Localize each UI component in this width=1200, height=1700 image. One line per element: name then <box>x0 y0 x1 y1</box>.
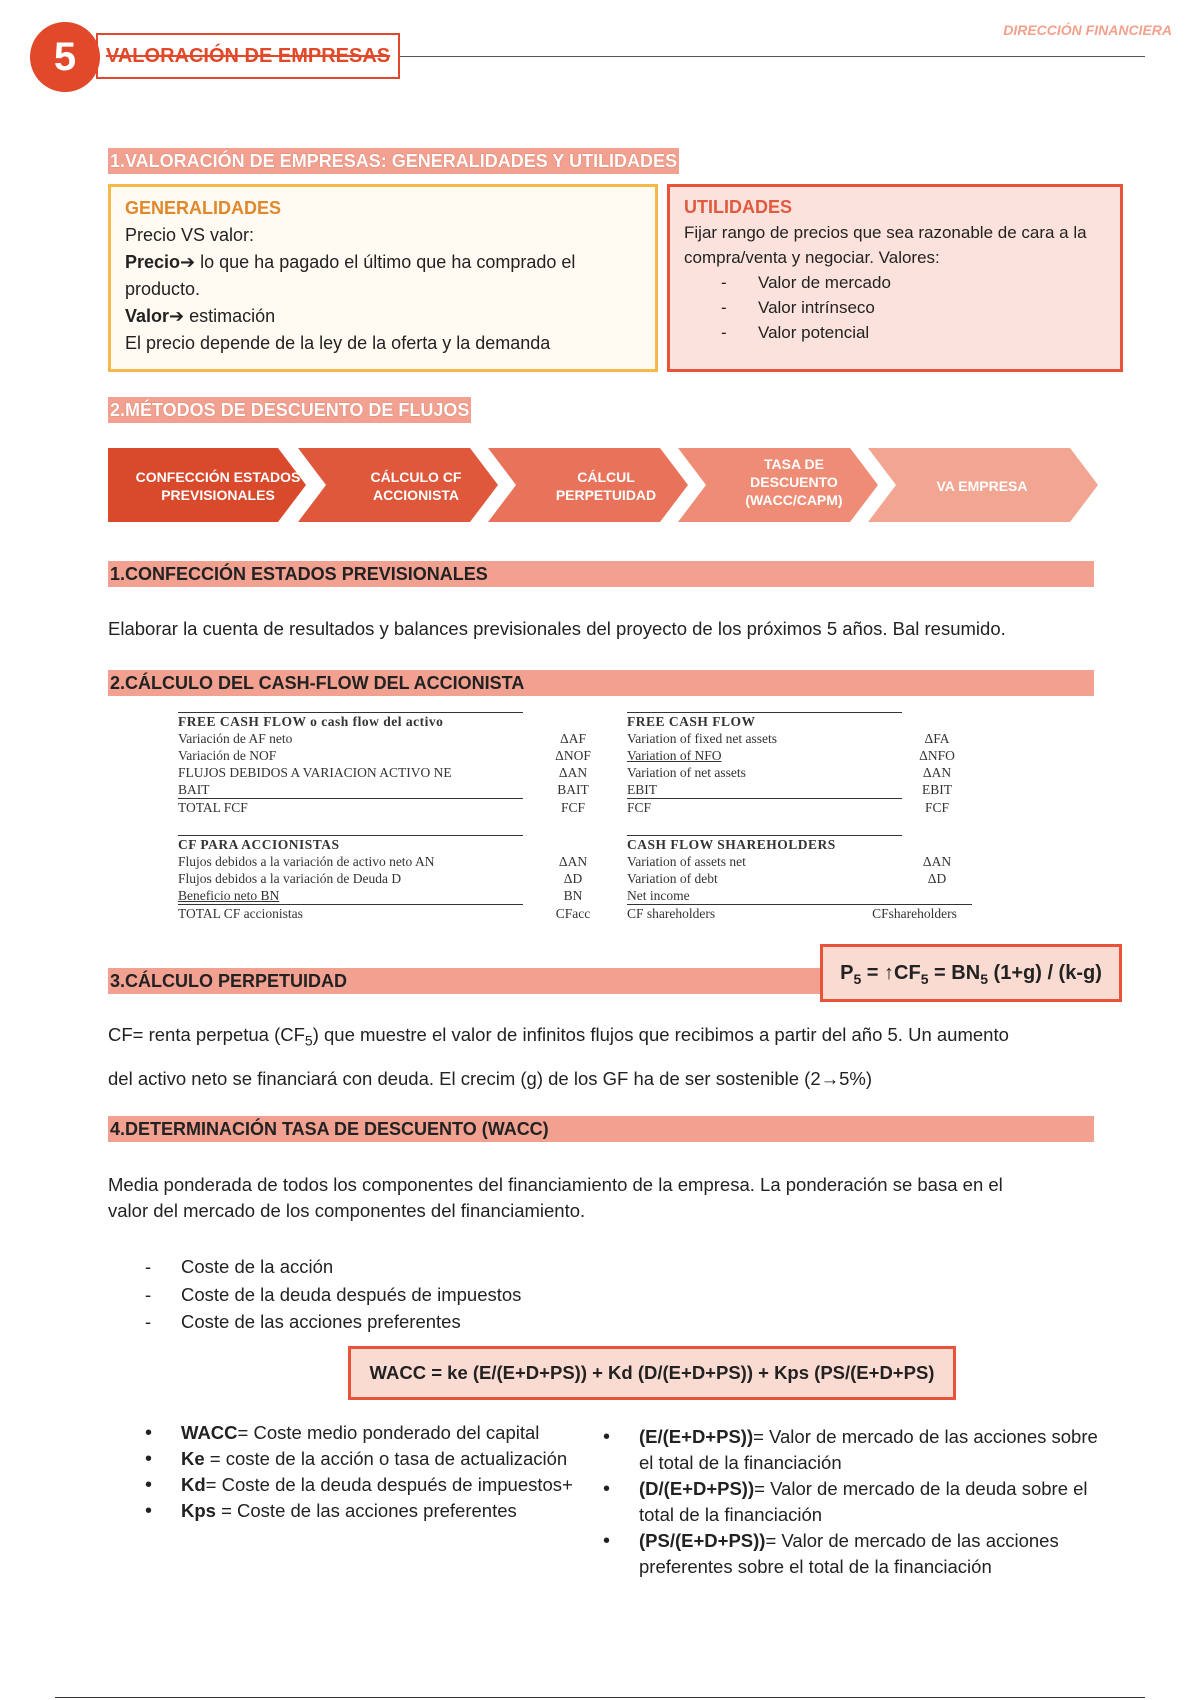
utilidades-title: UTILIDADES <box>684 197 792 217</box>
process-step-2 <box>298 448 498 522</box>
valor-text: estimación <box>184 306 276 326</box>
chapter-number-badge: 5 <box>30 22 100 92</box>
generalidades-line4: El precio depende de la ley de la oferta y la demanda <box>125 333 551 353</box>
cfa-en-title: CASH FLOW SHAREHOLDERS <box>627 837 836 852</box>
list-item: • (D/(E+D+PS))= Valor de mercado de la deuda sobre el total de la financiación <box>603 1476 1115 1528</box>
list-item: • (PS/(E+D+PS))= Valor de mercado de las acciones preferentes sobre el total de la financiación <box>603 1528 1115 1580</box>
sub4-title: 4.DETERMINACIÓN TASA DE DESCUENTO (WACC) <box>108 1116 1094 1142</box>
step-label: CÁLCULO CF <box>370 469 462 485</box>
generalidades-title: GENERALIDADES <box>125 198 282 218</box>
list-item: • Ke = coste de la acción o tasa de actualización <box>145 1446 625 1472</box>
step-label: VA EMPRESA <box>936 478 1028 494</box>
valor-label: Valor <box>125 306 170 326</box>
utilidades-text: Fijar rango de precios que sea razonable de cara a la compra/venta y negociar. Valores: <box>684 223 1087 267</box>
list-item: - Valor potencial <box>684 320 1106 345</box>
chapter-title: VALORACIÓN DE EMPRESAS <box>96 33 400 79</box>
step-label: (WACC/CAPM) <box>745 492 843 508</box>
fcf-en-table: FREE CASH FLOW Variation of fixed net assets ΔFA Variation of NFO ΔNFO Variation of net assets ΔAN EBIT EBIT FCF FCF <box>627 712 967 816</box>
section2-title: 2.MÉTODOS DE DESCUENTO DE FLUJOS <box>108 397 471 423</box>
list-item: - Coste de las acciones preferentes <box>145 1311 461 1332</box>
list-item: - Valor de mercado <box>684 270 1106 295</box>
subject-label: DIRECCIÓN FINANCIERA <box>1003 22 1172 38</box>
list-item: • Kps = Coste de las acciones preferentes <box>145 1498 625 1524</box>
sub1-title: 1.CONFECCIÓN ESTADOS PREVISIONALES <box>108 561 1094 587</box>
precio-text: lo que ha pagado el último que ha comprado el producto. <box>125 252 576 299</box>
step-label: PREVISIONALES <box>161 487 275 503</box>
fcf-en-title: FREE CASH FLOW <box>627 714 756 729</box>
generalidades-box <box>108 184 658 372</box>
list-item: - Coste de la acción <box>145 1256 334 1277</box>
step-label: CONFECCIÓN ESTADOS <box>135 469 301 485</box>
generalidades-valor <box>125 303 641 330</box>
sub1-text: Elaborar la cuenta de resultados y balances previsionales del proyecto de los próximos 5 años. Bal resumido. <box>108 618 1006 639</box>
perpetuity-formula: $P_5$ = $↑CF_5 = BN_5$ (1+g) / (k-g) <box>820 944 1122 1002</box>
process-flow <box>108 448 1100 522</box>
section1-title: 1.VALORACIÓN DE EMPRESAS: GENERALIDADES Y UTILIDADES <box>108 148 679 174</box>
wacc-legend-left <box>145 1420 625 1524</box>
list-item: • (E/(E+D+PS))= Valor de mercado de las acciones sobre el total de la financiación <box>603 1424 1115 1476</box>
step-label: TASA DE <box>764 456 824 472</box>
process-step-1 <box>108 448 306 522</box>
generalidades-line1: Precio VS valor: <box>125 225 255 245</box>
wacc-formula: WACC = ke (E/(E+D+PS)) + Kd (D/(E+D+PS)) + Kps (PS/(E+D+PS) <box>348 1346 956 1400</box>
sub2-title: 2.CÁLCULO DEL CASH-FLOW DEL ACCIONISTA <box>108 670 1094 696</box>
step-label: DESCUENTO <box>750 474 838 490</box>
list-item: - Valor intrínseco <box>684 295 1106 320</box>
cfa-en-table: CASH FLOW SHAREHOLDERS Variation of assets net ΔAN Variation of debt ΔD Net income CF shareholders CFshareholders <box>627 835 972 922</box>
arrow-icon: ➔ <box>180 252 196 272</box>
arrow-icon: ➔ <box>169 306 185 326</box>
step-label: ACCIONISTA <box>372 487 460 503</box>
cfa-es-title: CF PARA ACCIONISTAS <box>178 837 340 852</box>
step-label: CÁLCUL <box>577 469 635 485</box>
list-item: • Kd= Coste de la deuda después de impuestos+ <box>145 1472 625 1498</box>
precio-label: Precio <box>125 252 181 272</box>
step-label: PERPETUIDAD <box>555 487 657 503</box>
fcf-es-table: FREE CASH FLOW o cash flow del activo Variación de AF neto ΔAF Variación de NOF ΔNOF FLUJOS DEBIDOS A VARIACION ACTIVO NE ΔAN BAIT BAIT TOTAL FCF FCF <box>178 712 598 816</box>
fcf-es-title: FREE CASH FLOW o cash flow del activo <box>178 714 444 729</box>
process-step-3 <box>488 448 688 522</box>
sub4-text: Media ponderada de todos los componentes del financiamiento de la empresa. La ponderación se basa en el valor del mercado de los componentes del financiamiento. <box>108 1174 1003 1221</box>
footer-rule <box>55 1697 1145 1698</box>
utilidades-list <box>684 270 1106 345</box>
generalidades-precio <box>125 249 641 303</box>
sub3-title: 3.CÁLCULO PERPETUIDAD <box>108 968 828 994</box>
cfa-es-table: CF PARA ACCIONISTAS Flujos debidos a la variación de activo neto AN ΔAN Flujos debidos a la variación de Deuda D ΔD Beneficio neto BN BN TOTAL CF accionistas CFacc <box>178 835 598 922</box>
sub3-text: CF= renta perpetua $(CF_5)$ que muestre el valor de infinitos flujos que recibimos a partir del año 5. Un aumento del activo neto se financiará con deuda. El crecim (g) de los GF ha de ser sostenible (2→5%) <box>108 1024 1009 1089</box>
list-item: - Coste de la deuda después de impuestos <box>145 1283 522 1305</box>
wacc-components-list <box>145 1253 521 1336</box>
wacc-legend-right <box>603 1424 1115 1580</box>
list-item: • WACC= Coste medio ponderado del capital <box>145 1420 625 1446</box>
utilidades-box <box>667 184 1123 372</box>
